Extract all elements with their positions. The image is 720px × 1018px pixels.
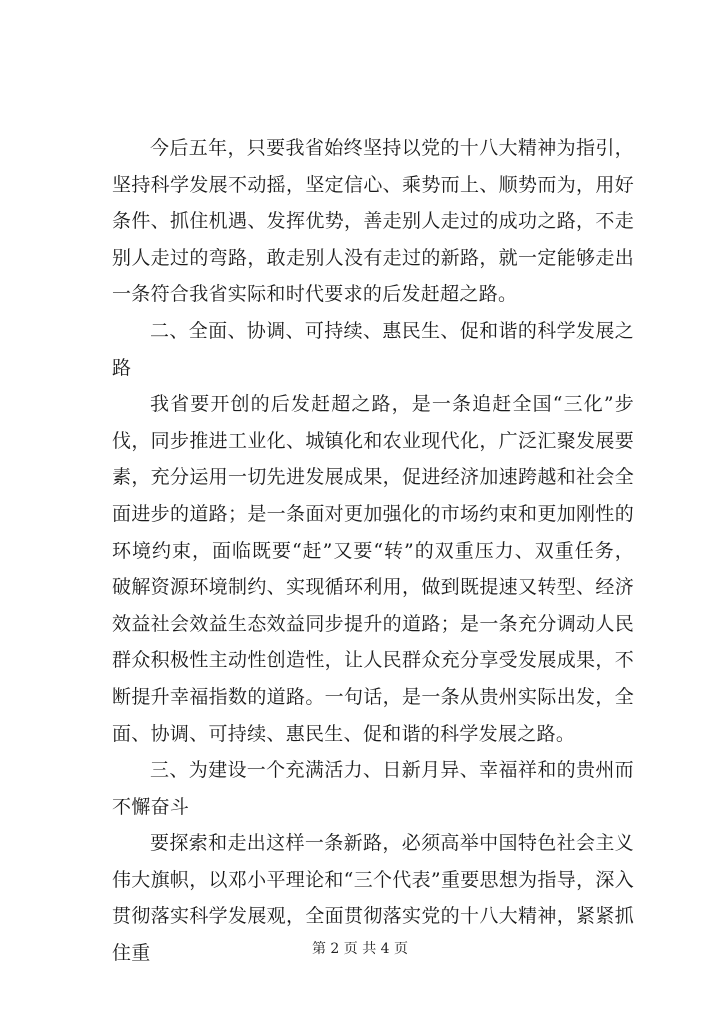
paragraph-new-path: 要探索和走出这样一条新路，必须高举中国特色社会主义伟大旗帜，以邓小平理论和“三个代表”重要思想为指导，深入贯彻落实科学发展观，全面贯彻落实党的十八大精神，紧紧抓住重: [112, 832, 634, 965]
section-heading-three: 三、为建设一个充满活力、日新月异、幸福祥和的贵州而不懈奋斗: [112, 759, 634, 818]
paragraph-development-path: 我省要开创的后发赶超之路，是一条追赶全国“三化”步伐，同步推进工业化、城镇化和农业现代化，广泛汇聚发展要素，充分运用一切先进发展成果，促进经济加速跨越和社会全面进步的道路；是一条面对更加强化的市场约束和更加刚性的环境约束，面临既要“赶”又要“转”的双重压力、双重任务，破解资源环境制约、实现循环利用，做到既提速又转型、经济效益社会效益生态效益同步提升的道路；是一条充分调动人民群众积极性主动性创造性，让人民群众充分享受发展成果，不断提升幸福指数的道路。一句话，是一条从贵州实际出发，全面、协调、可持续、惠民生、促和谐的科学发展之路。: [112, 393, 634, 745]
paragraph-conclusion: 今后五年，只要我省始终坚持以党的十八大精神为指引，坚持科学发展不动摇，坚定信心、乘势而上、顺势而为，用好条件、抓住机遇、发挥优势，善走别人走过的成功之路，不走别人走过的弯路，敢走别人没有走过的新路，就一定能够走出一条符合我省实际和时代要求的后发赶超之路。: [112, 137, 634, 306]
section-heading-two: 二、全面、协调、可持续、惠民生、促和谐的科学发展之路: [112, 319, 634, 379]
document-body: [112, 130, 634, 972]
page-number-footer: 第 2 页 共 4 页: [311, 941, 409, 957]
